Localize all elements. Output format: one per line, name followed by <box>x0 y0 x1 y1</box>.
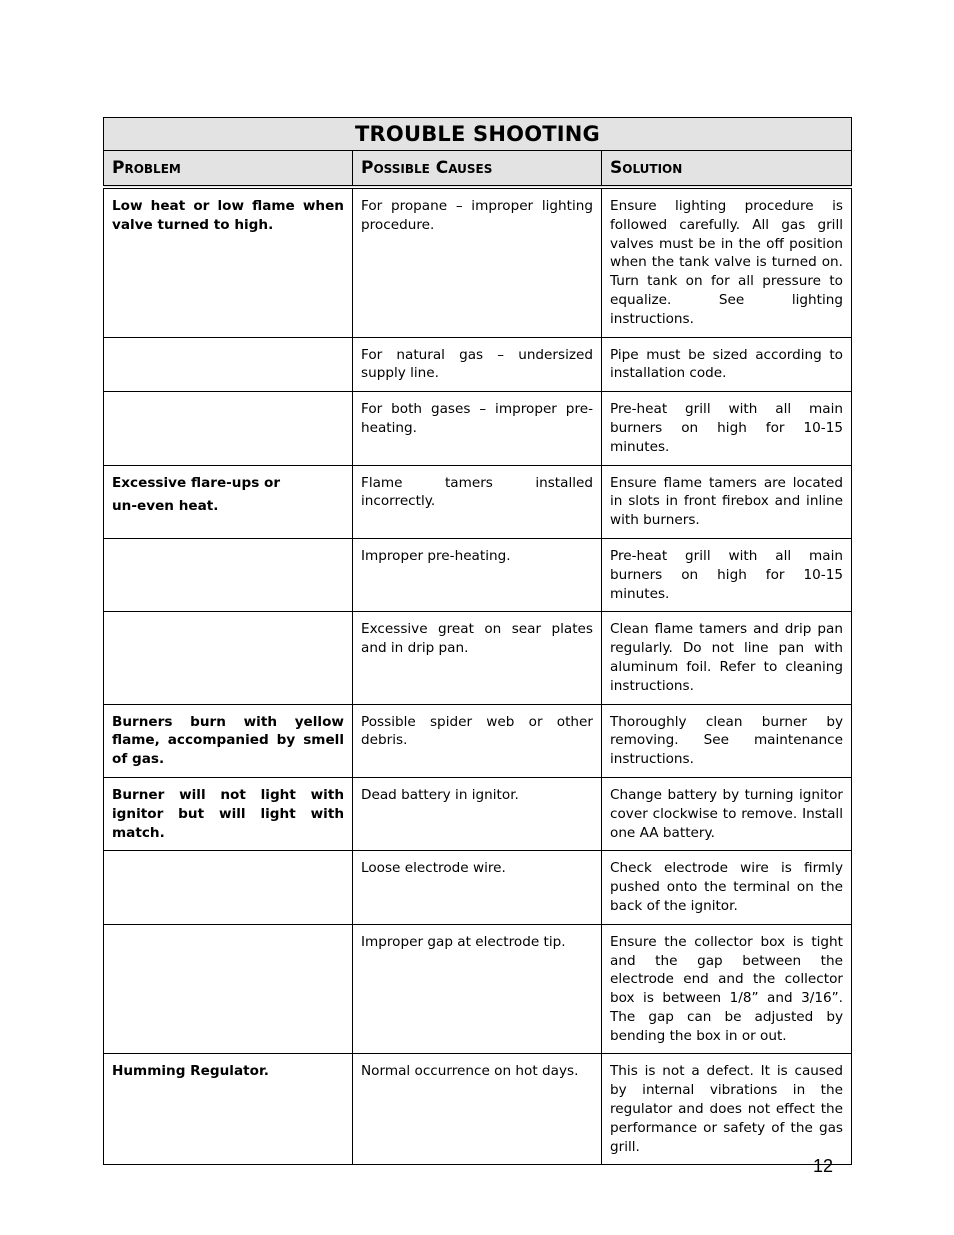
table-title: TROUBLE SHOOTING <box>104 118 852 151</box>
cause-cell: For both gases – improper pre-heating. <box>353 392 602 465</box>
problem-line-1: Excessive flare-ups or <box>112 474 281 491</box>
problem-cell <box>104 337 353 392</box>
solution-cell: Pipe must be sized according to installation code. <box>602 337 852 392</box>
solution-cell: Clean flame tamers and drip pan regularly. Do not line pan with aluminum foil. Refer to cleaning instructions. <box>602 612 852 704</box>
problem-cell: Burner will not light with ignitor but will light with match. <box>104 777 353 850</box>
solution-cell: Ensure flame tamers are located in slots in front firebox and inline with burners. <box>602 465 852 538</box>
solution-cell: Pre-heat grill with all main burners on high for 10-15 minutes. <box>602 538 852 611</box>
header-possible-causes: Possible Causes <box>353 151 602 188</box>
table-row <box>104 704 852 777</box>
problem-cell: Humming Regulator. <box>104 1054 353 1165</box>
solution-cell: This is not a defect. It is caused by internal vibrations in the regulator and does not effect the performance or safety of the gas grill. <box>602 1054 852 1165</box>
problem-cell: Low heat or low flame when valve turned to high. <box>104 187 353 337</box>
table-row <box>104 851 852 924</box>
table-row <box>104 1054 852 1165</box>
cause-cell: Normal occurrence on hot days. <box>353 1054 602 1165</box>
solution-cell: Check electrode wire is firmly pushed onto the terminal on the back of the ignitor. <box>602 851 852 924</box>
cause-cell: Dead battery in ignitor. <box>353 777 602 850</box>
problem-line-2: un-even heat. <box>112 498 219 515</box>
table-row <box>104 187 852 337</box>
cause-cell: Improper pre-heating. <box>353 538 602 611</box>
problem-cell <box>104 392 353 465</box>
table-row <box>104 612 852 704</box>
header-solution: Solution <box>602 151 852 188</box>
solution-cell: Thoroughly clean burner by removing. See maintenance instructions. <box>602 704 852 777</box>
problem-cell <box>104 924 353 1054</box>
problem-cell <box>104 612 353 704</box>
table-row <box>104 392 852 465</box>
table-row <box>104 538 852 611</box>
solution-cell: Change battery by turning ignitor cover clockwise to remove. Install one AA battery. <box>602 777 852 850</box>
cause-cell: Loose electrode wire. <box>353 851 602 924</box>
page-number: 12 <box>813 1156 834 1176</box>
solution-cell: Ensure the collector box is tight and the gap between the electrode end and the collector box is between 1/8” and 3/16”. The gap can be adjusted by bending the box in or out. <box>602 924 852 1054</box>
problem-cell: Burners burn with yellow flame, accompanied by smell of gas. <box>104 704 353 777</box>
table-row <box>104 777 852 850</box>
table-row <box>104 924 852 1054</box>
cause-cell: Excessive great on sear plates and in drip pan. <box>353 612 602 704</box>
cause-cell: For natural gas – undersized supply line. <box>353 337 602 392</box>
problem-cell <box>104 851 353 924</box>
cause-cell: For propane – improper lighting procedure. <box>353 187 602 337</box>
cause-cell: Flame tamers installed incorrectly. <box>353 465 602 538</box>
solution-cell: Ensure lighting procedure is followed carefully. All gas grill valves must be in the off position when the tank valve is turned on. Turn tank on for all pressure to equalize. See lighting instructions. <box>602 187 852 337</box>
header-problem: Problem <box>104 151 353 188</box>
cause-cell: Improper gap at electrode tip. <box>353 924 602 1054</box>
problem-cell <box>104 465 353 538</box>
trouble-shooting-table <box>103 117 852 1165</box>
problem-cell <box>104 538 353 611</box>
solution-cell: Pre-heat grill with all main burners on high for 10-15 minutes. <box>602 392 852 465</box>
cause-cell: Possible spider web or other debris. <box>353 704 602 777</box>
table-row <box>104 465 852 538</box>
table-row <box>104 337 852 392</box>
